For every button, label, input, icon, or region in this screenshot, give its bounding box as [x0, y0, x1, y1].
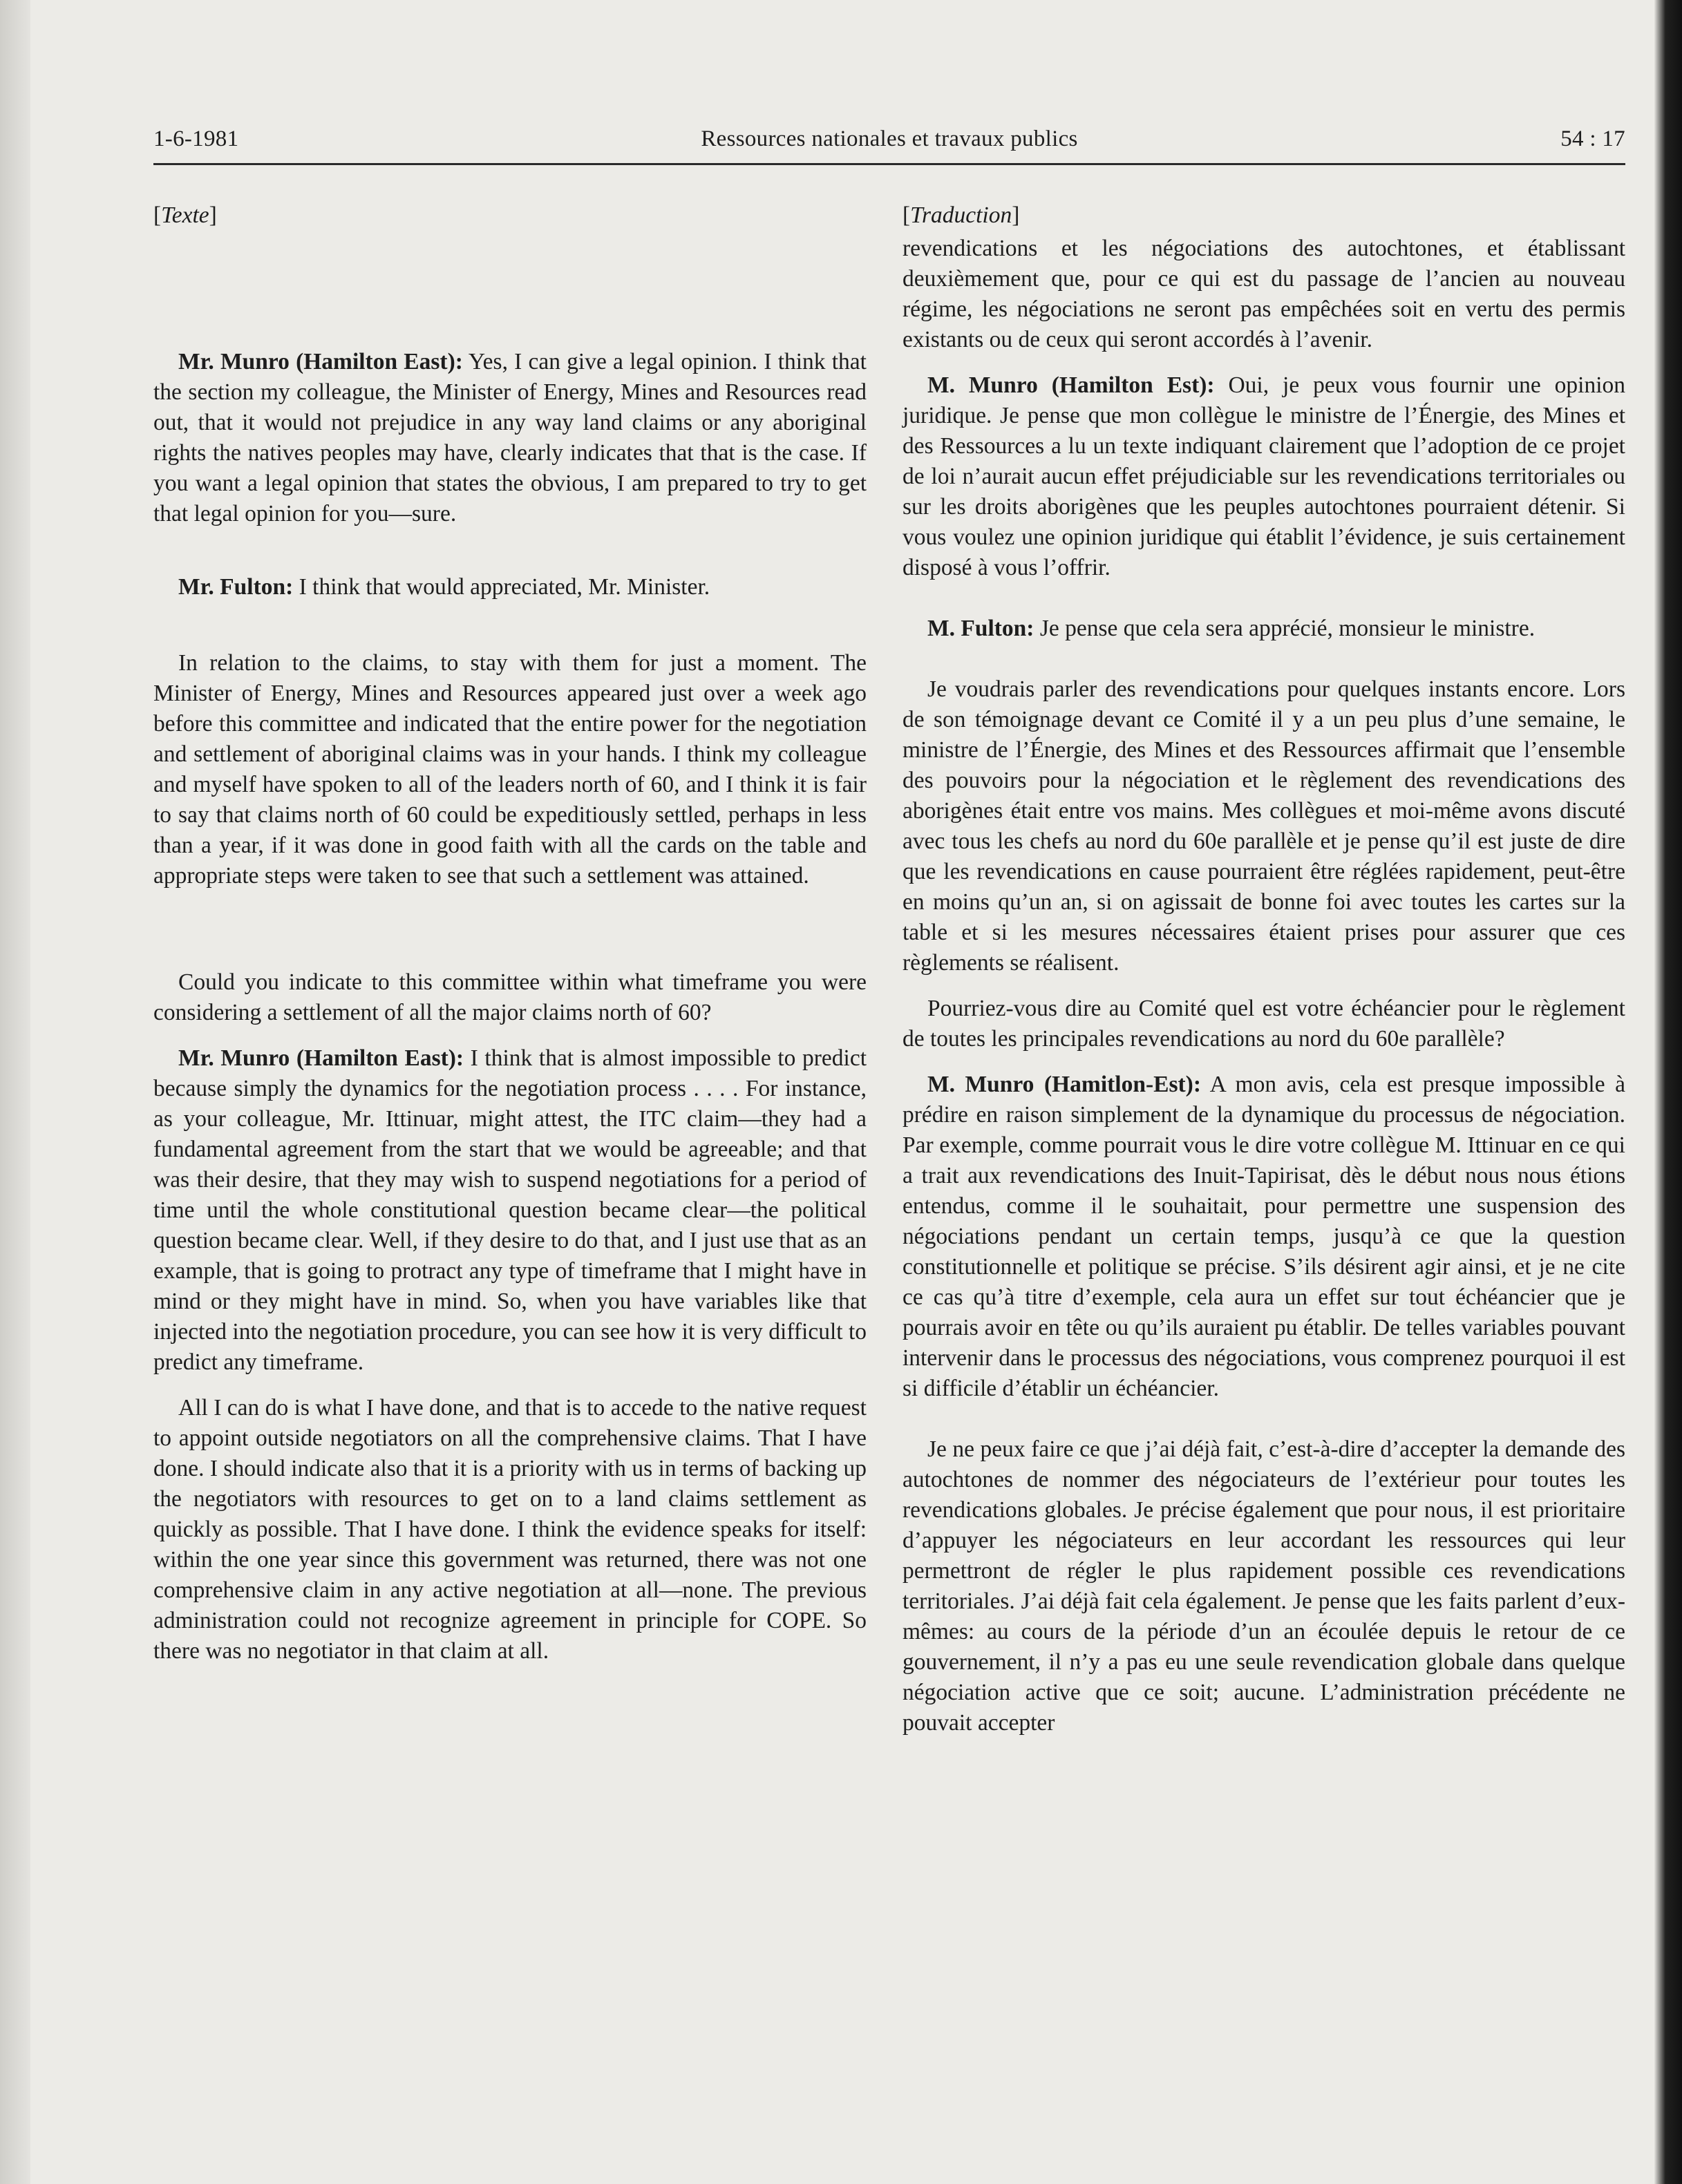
- paragraph: In relation to the claims, to stay with them for just a moment. The Minister of Energy, Mines and Resources appeared just over a week ago before this committee and indicated that the entire power for the negotiation and settlement of aboriginal claims was in your hands. I think my colleague and myself have spoken to all of the leaders north of 60, and I think it is fair to say that claims north of 60 could be expeditiously settled, perhaps in less than a year, if it was done in good faith with all the cards on the table and appropriate steps were taken to see that such a settlement was attained.: [153, 650, 867, 889]
- running-header: [153, 126, 1625, 161]
- header-date: 1-6-1981: [153, 126, 239, 151]
- speaker: M. Fulton:: [927, 616, 1034, 641]
- header-rule: [153, 163, 1625, 165]
- speaker: M. Munro (Hamilton Est):: [927, 372, 1215, 398]
- paragraph: M. Fulton: Je pense que cela sera apprécié, monsieur le ministre.: [927, 616, 1535, 641]
- paragraph: Could you indicate to this committee within what timeframe you were considering a settlement of all the major claims north of 60?: [153, 969, 867, 1025]
- page-left-shadow: [0, 0, 30, 2184]
- paragraph: Mr. Fulton: I think that would appreciated, Mr. Minister.: [178, 574, 710, 600]
- paragraph: Je voudrais parler des revendications pour quelques instants encore. Lors de son témoignage devant ce Comité il y a un peu plus d’une semaine, le ministre de l’Énergie, des Mines et des Ressources affirmait que l’ensemble des pouvoirs pour la négociation et le règlement des revendications des aborigènes était entre vos mains. Mes collègues et moi-même avons discuté avec tous les chefs au nord du 60e parallèle et je pense qu’il est juste de dire que les revendications en cause pourraient être réglées rapidement, peut-être en moins qu’un an, si on agissait de bonne foi avec toutes les cartes sur la table et si les mesures nécessaires étaient prises pour assurer que ces règlements se réalisent.: [903, 676, 1625, 976]
- page-right-edge: [1654, 0, 1682, 2184]
- paragraph: M. Munro (Hamilton Est): Oui, je peux vous fournir une opinion juridique. Je pense que mon collègue le ministre de l’Énergie, des Mines et des Ressources a lu un texte indiquant clairement que l’adoption de ce projet de loi n’aurait aucun effet préjudiciable sur les revendications territoriales ou sur les droits aborigènes que les peuples autochtones pourraient détenir. Si vous voulez une opinion juridique qui établit l’évidence, je suis certainement disposé à vous l’offrir.: [903, 372, 1625, 580]
- paragraph: M. Munro (Hamitlon-Est): A mon avis, cela est presque impossible à prédire en raison simplement de la dynamique du processus de négociation. Par exemple, comme pourrait vous le dire votre collègue M. Ittinuar en ce qui a trait aux revendications des Inuit-Tapirisat, dès le début nous nous étions entendus, comme il le souhaitait, pour permettre une suspension des négociations pendant un certain temps, jusqu’à ce que la question constitutionnelle et politique se précise. S’ils désirent agir ainsi, et je ne cite ce cas qu’à titre d’exemple, cela aura un effet sur tout échéancier que je pourrais avoir en tête ou qu’ils auraient pu établir. De telles variables pouvant intervenir dans le processus des négociations, vous comprenez pourquoi il est si difficile d’établir un échéancier.: [903, 1072, 1625, 1401]
- speaker: Mr. Munro (Hamilton East):: [178, 349, 463, 374]
- right-column-tag: [Traduction]: [903, 202, 1020, 228]
- paragraph: Je ne peux faire ce que j’ai déjà fait, c’est-à-dire d’accepter la demande des autochtones de nommer des négociateurs de l’extérieur pour toutes les revendications globales. Je précise également que pour nous, il est prioritaire d’appuyer les négociateurs en leur accordant les ressources qui leur permettront de régler le plus rapidement possible ces revendications territoriales. J’ai déjà fait cela également. Je pense que les faits parlent d’eux-mêmes: au cours de la période d’un an écoulée depuis le retour de ce gouvernement, il n’y a pas eu une seule revendication globale dans quelque négociation active que ce soit; aucune. L’administration précédente ne pouvait accepter: [903, 1436, 1625, 1736]
- left-column: [153, 200, 867, 1667]
- paragraph: Mr. Munro (Hamilton East): I think that is almost impossible to predict because simply the dynamics for the negotiation process . . . . For instance, as your colleague, Mr. Ittinuar, might attest, the ITC claim—they had a fundamental agreement from the start that we would be agreeable; and that was their desire, that they may wish to suspend negotiations for a period of time until the whole constitutional question became clear—the political question became clear. Well, if they desire to do that, and I just use that as an example, that is going to protract any type of timeframe that I might have in mind or they might have in mind. So, when you have variables like that injected into the negotiation procedure, you can see how it is very difficult to predict any timeframe.: [153, 1045, 867, 1375]
- speaker: M. Munro (Hamitlon-Est):: [927, 1072, 1201, 1097]
- paragraph: Pourriez-vous dire au Comité quel est votre échéancier pour le règlement de toutes les principales revendications au nord du 60e parallèle?: [903, 996, 1625, 1052]
- paragraph: revendications et les négociations des autochtones, et établissant deuxièmement que, pour ce qui est du passage de l’ancien au nouveau régime, les négociations ne seront pas empêchées soit en vertu des permis existants ou de ceux qui seront accordés à l’avenir.: [903, 236, 1625, 352]
- header-page-number: 54 : 17: [1560, 126, 1625, 151]
- speaker: Mr. Munro (Hamilton East):: [178, 1045, 464, 1071]
- header-title: Ressources nationales et travaux publics: [701, 126, 1078, 151]
- right-column: [903, 200, 1625, 1738]
- paragraph: All I can do is what I have done, and that is to accede to the native request to appoint outside negotiators on all the comprehensive claims. That I have done. I should indicate also that it is a priority with us in terms of backing up the negotiators with resources to get on to a land claims settlement as quickly as possible. That I have done. I think the evidence speaks for itself: within the one year since this government was returned, there was not one comprehensive claim in any active negotiation at all—none. The previous administration could not recognize agreement in principle for COPE. So there was no negotiator in that claim at all.: [153, 1395, 867, 1664]
- left-column-tag: [Texte]: [153, 202, 217, 228]
- paragraph: Mr. Munro (Hamilton East): Yes, I can give a legal opinion. I think that the section my colleague, the Minister of Energy, Mines and Resources read out, that it would not prejudice in any way land claims or any aboriginal rights the natives peoples may have, clearly indicates that that is the case. If you want a legal opinion that states the obvious, I am prepared to try to get that legal opinion for you—sure.: [153, 349, 867, 526]
- speaker: Mr. Fulton:: [178, 574, 294, 600]
